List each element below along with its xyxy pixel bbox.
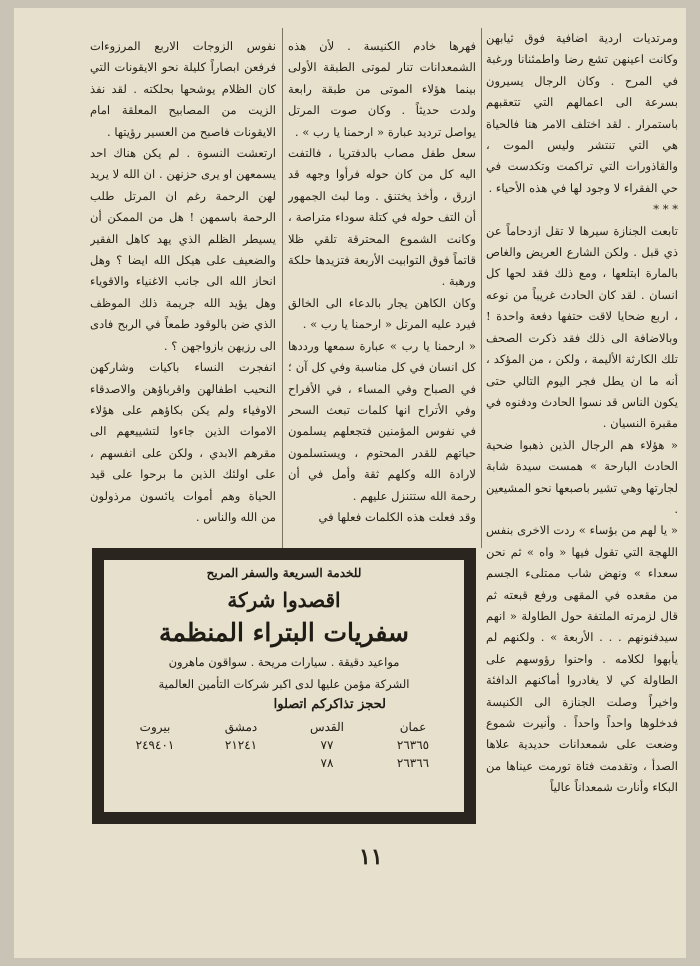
city-name: دمشق xyxy=(224,720,258,734)
phone-number xyxy=(198,756,284,770)
city-name: بيروت xyxy=(139,720,171,734)
city-name: القدس xyxy=(309,720,344,734)
phone-number: ٢٦٣٦٦ xyxy=(396,756,430,770)
column-divider xyxy=(282,28,283,548)
article-column-right: ومرتديات اردية اضافية فوق ثيابهن وكانت اعينهن تشع رضا واطمئنانا ورغبة في المرح . وكان الرجال يسيرون بسرعة الى اعمالهم التي تتعقبهم باستمرار . لقد اختلف الامر هنا فالحياة هي التي تنتشر وليس الموت ، والقاذورات التي تراكمت وتكدست في حي الفقراء لا وجود لها في هذه الأحياء . * * * تابعت الجنازة سيرها لا تقل ازدحاماً عن ذي قبل . ولكن الشارع العريض والغاص بالمارة ابتلعها ، ومع ذلك فقد لحها كل انسان . لقد كان الحادث غريباً من نوعه ، اربع ضحايا لاقت حتفها دفعة واحدة ! وبالاضافة الى ذلك فقد ذكرت الصحف تلك الكارثة الأليمة ، ولكن ، من المؤكد ، أنه ما ان يطل فجر اليوم التالي حتى يكون الناس قد نسوا الحادث ودفنوه في مقبرة النسيان . « هؤلاء هم الرجال الذين ذهبوا ضحية الحادث البارحة » همست سيدة شابة لجارتها وهي تشير باصبعها نحو المشيعين . « يا لهم من بؤساء » ردت الاخرى بنفس اللهجة التي تقول فيها « واه » ثم نحن سعداء » ونهض شاب ممتلىء الجسم من مقعده في المقهى ورفع قبعته ثم قال لزمرته الملتفة حول الطاولة « انهم سيدفنونهم . . . الأربعة » . ولكنهم لم يأبهوا لكلامه . واحنوا رؤوسهم على الطاولة كي لا يغادروا أماكنهم الدافئة واخيراً وصلت الجنازة الى الكنيسة فدخلوها واحداً واحداً . وأنيرت شموع وضعت على شمعدانات حديدية علاها الصدأ ، وتقدمت فتاة تورمت عيناها من البكاء وأنارت شمعداناً عالياً xyxy=(486,31,678,795)
ad-contact-heading: اقصدوا شركة xyxy=(227,588,341,612)
phone-number: ٢٦٣٦٥ xyxy=(396,738,430,752)
phone-number: ٢١٢٤١ xyxy=(224,738,258,752)
ad-company-name: سفريات البتراء المنظمة xyxy=(159,618,409,647)
phone-number: ٧٧ xyxy=(320,738,334,752)
magazine-page xyxy=(14,8,686,958)
column-divider xyxy=(481,28,482,548)
ad-tagline: للخدمة السريعة والسفر المريح xyxy=(206,566,362,580)
ad-insurance: الشركة مؤمن عليها لدى اكبر شركات التأمين العالمية xyxy=(158,677,410,691)
phone-number: ٢٤٩٤٠١ xyxy=(135,738,175,752)
ad-booking: لحجز تذاكركم اتصلوا xyxy=(273,697,386,712)
phone-number xyxy=(112,756,198,770)
city-name: عمان xyxy=(399,720,427,734)
phone-number: ٧٨ xyxy=(320,756,334,770)
article-column-left: نفوس الزوجات الاربع المرزوءات فرفعن ابصاراً كليلة نحو الايقونات التي كان الظلام يوشحها بحلكته . لقد نفذ الزيت من المصابيح المعلقة امام الايقونات فاصبح من العسير رؤيتها . ارتعشت النسوة . لم يكن هناك احد يسمعهن او يرى حزنهن . ان الله لا يريد لهن الرحمة رغم ان المرتل طلب الرحمة باسمهن ! هل من الممكن أن يسيطر الظلم الذي يهد كاهل الفقير والضعيف على هيكل الله ايضا ؟ وهل انحاز الله الى جانب الاغنياء والاقوياء وهل يؤيد الله جريمة ذلك الموظف الذي ضن بالوقود طمعاً في الربح فادى الى رزيهن بازواجهن ؟ . انفجرت النساء باكيات وشاركهن النحيب اطفالهن واقرباؤهن والاصدقاء الاوفياء ولم يكن بكاؤهم على هؤلاء الاموات الذين جاءوا لتشييعهم الى مقرهم الابدي ، ولكن على انفسهم ، على اولئك الذين ما برحوا على قيد الحياة وهم أموات يائسون مرذولون من الله والناس . xyxy=(90,39,276,524)
ad-phone-table xyxy=(112,720,456,770)
advertisement-box xyxy=(92,548,476,824)
ad-services: مواعيد دقيقة . سيارات مريحة . سواقون ماهرون xyxy=(168,655,400,669)
article-column-middle: فهرها خادم الكنيسة . لأن هذه الشمعدانات تنار لموتى الطبقة الأولى بينما هؤلاء الموتى من طبقة رابعة ولدت حديثاً . وكان صوت المرتل يواصل ترديد عبارة « ارحمنا يا رب » . سعل طفل مصاب بالدفتريا ، فالتفت اليه كل من كان حوله فرأوا وجهه قد ازرق ، وأخذ يختنق . وما لبث الجمهور أن التف حوله في كتلة سوداء متراصة ، وكانت الشموع المحترقة تلقي ظلا قاتماً فوق التوابيت الأربعة فتزيدها حلكة ورهبة . وكان الكاهن يجار بالدعاء الى الخالق فيرد عليه المرتل « ارحمنا يا رب » . « ارحمنا يا رب » عبارة سمعها ورددها كل انسان في كل مناسبة وفي كل آن ؛ في الصباح وفي المساء ، في الأفراح وفي الأتراح انها كلمات تبعث السحر في نفوس المؤمنين فتجعلهم يسلمون حياتهم للقدر المحتوم ، ويستسلمون لارادة الله وكلهم ثقة وأمل في أن رحمة الله ستتنزل عليهم . وقد فعلت هذه الكلمات فعلها في xyxy=(288,39,476,524)
page-number: ١١ xyxy=(359,844,383,870)
